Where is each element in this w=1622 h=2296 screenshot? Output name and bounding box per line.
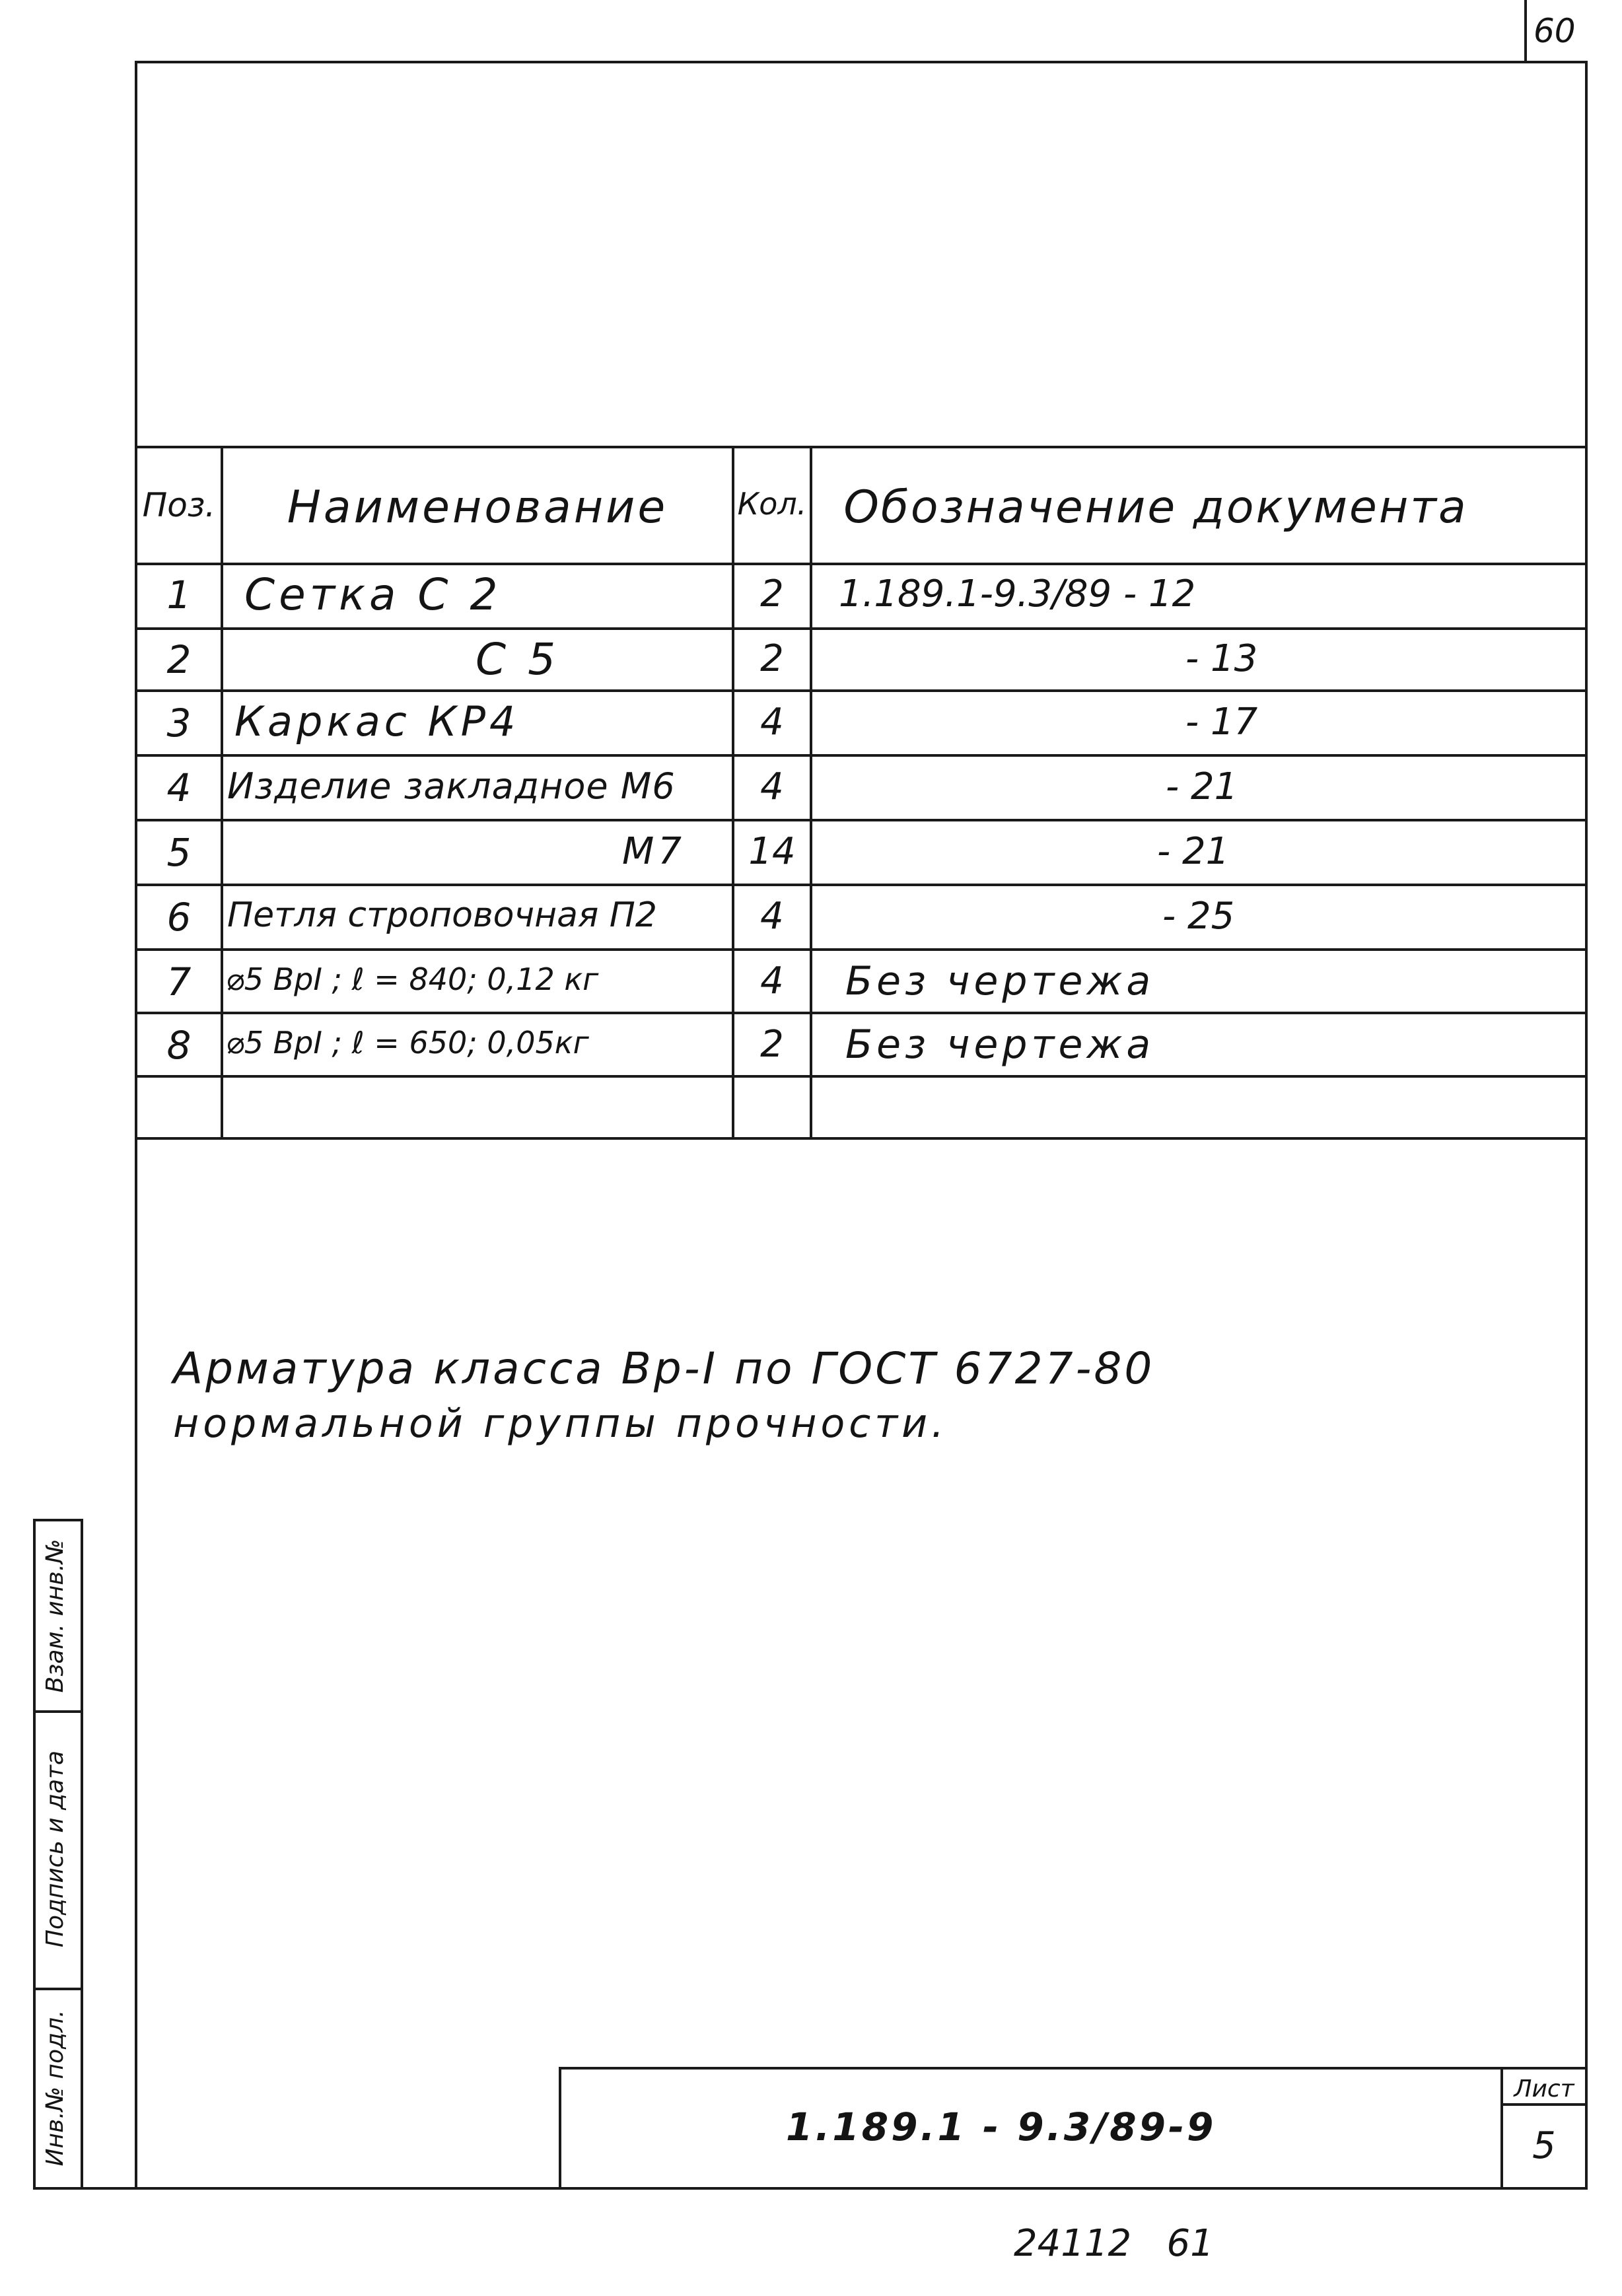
table-row-qty: 2 <box>760 573 784 615</box>
inv-original-label: Инв.№ подл. <box>42 2009 69 2167</box>
table-row-doc: Без чертежа <box>845 1022 1155 1068</box>
table-row-name: Каркас КР4 <box>234 697 520 746</box>
table-row-doc: - 17 <box>1185 701 1258 744</box>
table-row-pos: 5 <box>166 830 192 875</box>
sheet-corner-number: 60 <box>1534 12 1576 50</box>
table-row-doc: - 21 <box>1157 830 1230 873</box>
table-row-name: Петля строповочная П2 <box>227 895 657 935</box>
note-line-2: нормальной группы прочности. <box>173 1401 948 1447</box>
table-row-pos: 2 <box>166 637 192 682</box>
table-row-pos: 6 <box>166 895 192 940</box>
table-row-pos: 4 <box>166 765 192 810</box>
table-row-name: Сетка С 2 <box>244 569 502 620</box>
footer-number: 24112 61 <box>1014 2222 1214 2265</box>
table-row-doc: - 25 <box>1162 895 1235 938</box>
table-row-qty: 4 <box>760 959 784 1002</box>
table-row-qty: 2 <box>760 637 784 680</box>
table-row-qty: 4 <box>760 765 784 808</box>
sign-date-label: Подпись и дата <box>42 1750 69 1948</box>
table-row-name: ⌀5 ВрI ; ℓ = 840; 0,12 кг <box>226 961 599 997</box>
note-line-1: Арматура класса Вр-I по ГОСТ 6727-80 <box>173 1343 1155 1394</box>
table-row-qty: 4 <box>760 701 784 744</box>
sheet-number: 5 <box>1532 2124 1556 2167</box>
table-row-pos: 1 <box>166 573 192 617</box>
frame-left <box>135 61 137 2190</box>
header-doc: Обозначение документа <box>843 481 1468 534</box>
header-pos: Поз. <box>142 486 216 524</box>
doc-code: 1.189.1 - 9.3/89-9 <box>786 2105 1216 2149</box>
table-row-doc: - 13 <box>1185 637 1258 680</box>
header-name: Наименование <box>287 481 668 534</box>
table-row-doc: 1.189.1-9.3/89 - 12 <box>839 573 1196 615</box>
table-row-pos: 8 <box>166 1023 192 1068</box>
frame-top <box>137 61 1588 63</box>
header-qty: Кол. <box>737 486 807 522</box>
inv-swap-label: Взам. инв.№ <box>42 1539 69 1693</box>
table-row-doc: Без чертежа <box>845 958 1155 1004</box>
table-row-qty: 4 <box>760 895 784 938</box>
table-row-pos: 7 <box>166 959 192 1004</box>
table-row-pos: 3 <box>166 701 192 746</box>
table-row-doc: - 21 <box>1166 765 1238 808</box>
table-row-name: ⌀5 ВрI ; ℓ = 650; 0,05кг <box>226 1025 589 1061</box>
table-row-name: С 5 <box>476 634 560 685</box>
sheet-label: Лист <box>1514 2075 1574 2103</box>
table-row-name: М7 <box>622 830 686 873</box>
table-row-qty: 14 <box>748 830 796 873</box>
frame-bottom <box>33 2187 1588 2190</box>
frame-right <box>1585 61 1588 2190</box>
table-row-name: Изделие закладное М6 <box>227 765 676 807</box>
table-row-qty: 2 <box>760 1023 784 1066</box>
